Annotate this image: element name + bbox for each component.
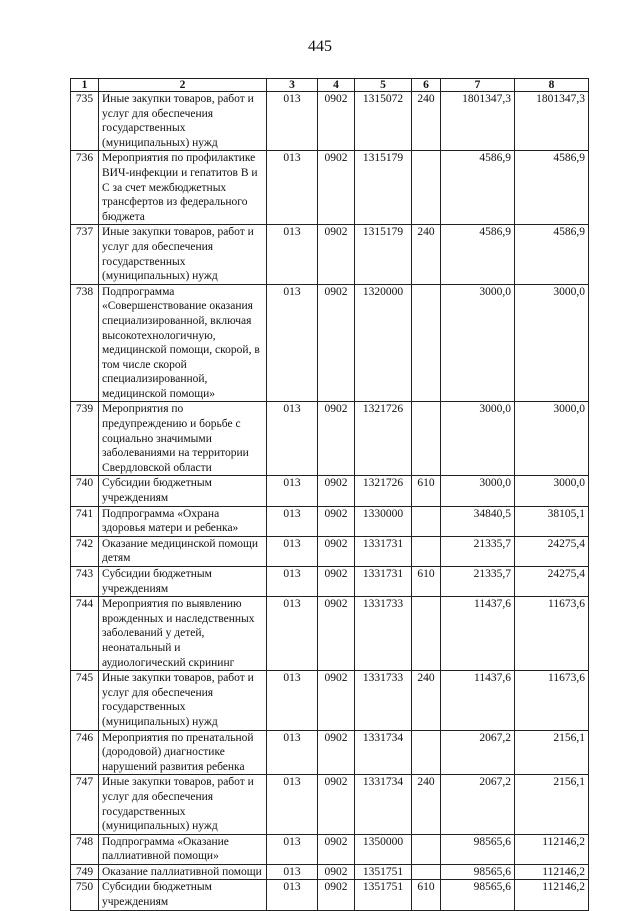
page-number: 445 bbox=[308, 38, 332, 55]
amount-year-1: 11437,6 bbox=[441, 671, 515, 730]
table-header-row bbox=[71, 79, 589, 92]
item-name: Субсидии бюджетным учреждениям bbox=[99, 880, 267, 910]
row-number: 735 bbox=[71, 92, 99, 151]
amount-year-2: 3000,0 bbox=[515, 402, 589, 476]
ministry-code: 013 bbox=[267, 284, 318, 402]
amount-year-1: 21335,7 bbox=[441, 536, 515, 566]
item-name: Субсидии бюджетным учреждениям bbox=[99, 567, 267, 597]
row-number: 747 bbox=[71, 775, 99, 834]
section-code: 0902 bbox=[318, 92, 355, 151]
target-article-code: 1331734 bbox=[355, 730, 412, 775]
row-number: 741 bbox=[71, 506, 99, 536]
section-code: 0902 bbox=[318, 775, 355, 834]
amount-year-2: 112146,2 bbox=[515, 834, 589, 864]
expense-type-code: 240 bbox=[412, 225, 441, 284]
table-row bbox=[71, 671, 589, 730]
column-header: 3 bbox=[267, 79, 318, 92]
table-row bbox=[71, 597, 589, 671]
row-number: 744 bbox=[71, 597, 99, 671]
column-header: 7 bbox=[441, 79, 515, 92]
ministry-code: 013 bbox=[267, 402, 318, 476]
ministry-code: 013 bbox=[267, 834, 318, 864]
item-name: Подпрограмма «Совершенствование оказания специализированной, включая высокотехнологичную, медицинской помощи, скорой, в том числе скорой специализированной, медицинской помощи» bbox=[99, 284, 267, 402]
table-row bbox=[71, 730, 589, 775]
table-row bbox=[71, 834, 589, 864]
amount-year-1: 21335,7 bbox=[441, 567, 515, 597]
ministry-code: 013 bbox=[267, 864, 318, 880]
amount-year-2: 38105,1 bbox=[515, 506, 589, 536]
amount-year-2: 24275,4 bbox=[515, 567, 589, 597]
target-article-code: 1320000 bbox=[355, 284, 412, 402]
item-name: Оказание медицинской помощи детям bbox=[99, 536, 267, 566]
amount-year-2: 2156,1 bbox=[515, 775, 589, 834]
amount-year-2: 24275,4 bbox=[515, 536, 589, 566]
target-article-code: 1331733 bbox=[355, 597, 412, 671]
item-name: Субсидии бюджетным учреждениям bbox=[99, 476, 267, 506]
row-number: 750 bbox=[71, 880, 99, 910]
target-article-code: 1315072 bbox=[355, 92, 412, 151]
amount-year-2: 4586,9 bbox=[515, 151, 589, 225]
amount-year-2: 11673,6 bbox=[515, 671, 589, 730]
amount-year-1: 11437,6 bbox=[441, 597, 515, 671]
amount-year-2: 112146,2 bbox=[515, 864, 589, 880]
section-code: 0902 bbox=[318, 506, 355, 536]
row-number: 749 bbox=[71, 864, 99, 880]
amount-year-2: 3000,0 bbox=[515, 284, 589, 402]
row-number: 740 bbox=[71, 476, 99, 506]
expense-type-code bbox=[412, 834, 441, 864]
expense-type-code: 240 bbox=[412, 775, 441, 834]
row-number: 745 bbox=[71, 671, 99, 730]
ministry-code: 013 bbox=[267, 671, 318, 730]
row-number: 737 bbox=[71, 225, 99, 284]
table-row bbox=[71, 536, 589, 566]
section-code: 0902 bbox=[318, 402, 355, 476]
expense-type-code bbox=[412, 284, 441, 402]
item-name: Мероприятия по предупреждению и борьбе с социально значимыми заболеваниями на территории Свердловской области bbox=[99, 402, 267, 476]
section-code: 0902 bbox=[318, 151, 355, 225]
expense-type-code bbox=[412, 151, 441, 225]
column-header: 4 bbox=[318, 79, 355, 92]
target-article-code: 1351751 bbox=[355, 880, 412, 910]
item-name: Иные закупки товаров, работ и услуг для обеспечения государственных (муниципальных) нужд bbox=[99, 775, 267, 834]
item-name: Мероприятия по профилактике ВИЧ-инфекции и гепатитов В и С за счет межбюджетных трансфертов из федерального бюджета bbox=[99, 151, 267, 225]
amount-year-1: 4586,9 bbox=[441, 151, 515, 225]
table-body bbox=[71, 92, 589, 911]
row-number: 748 bbox=[71, 834, 99, 864]
target-article-code: 1331731 bbox=[355, 536, 412, 566]
amount-year-1: 1801347,3 bbox=[441, 92, 515, 151]
expense-type-code bbox=[412, 536, 441, 566]
target-article-code: 1331733 bbox=[355, 671, 412, 730]
section-code: 0902 bbox=[318, 730, 355, 775]
target-article-code: 1350000 bbox=[355, 834, 412, 864]
expense-type-code bbox=[412, 730, 441, 775]
ministry-code: 013 bbox=[267, 92, 318, 151]
expense-type-code bbox=[412, 864, 441, 880]
amount-year-2: 3000,0 bbox=[515, 476, 589, 506]
amount-year-2: 112146,2 bbox=[515, 880, 589, 910]
amount-year-1: 3000,0 bbox=[441, 284, 515, 402]
item-name: Подпрограмма «Оказание паллиативной помощи» bbox=[99, 834, 267, 864]
column-header: 6 bbox=[412, 79, 441, 92]
item-name: Оказание паллиативной помощи bbox=[99, 864, 267, 880]
section-code: 0902 bbox=[318, 671, 355, 730]
table-row bbox=[71, 151, 589, 225]
ministry-code: 013 bbox=[267, 597, 318, 671]
amount-year-2: 1801347,3 bbox=[515, 92, 589, 151]
column-header: 5 bbox=[355, 79, 412, 92]
ministry-code: 013 bbox=[267, 775, 318, 834]
table-row bbox=[71, 225, 589, 284]
target-article-code: 1321726 bbox=[355, 402, 412, 476]
section-code: 0902 bbox=[318, 284, 355, 402]
target-article-code: 1351751 bbox=[355, 864, 412, 880]
row-number: 738 bbox=[71, 284, 99, 402]
expense-type-code bbox=[412, 597, 441, 671]
target-article-code: 1331731 bbox=[355, 567, 412, 597]
ministry-code: 013 bbox=[267, 476, 318, 506]
ministry-code: 013 bbox=[267, 880, 318, 910]
amount-year-1: 3000,0 bbox=[441, 476, 515, 506]
amount-year-2: 2156,1 bbox=[515, 730, 589, 775]
ministry-code: 013 bbox=[267, 730, 318, 775]
section-code: 0902 bbox=[318, 597, 355, 671]
expense-type-code: 240 bbox=[412, 671, 441, 730]
target-article-code: 1331734 bbox=[355, 775, 412, 834]
table-row bbox=[71, 880, 589, 910]
ministry-code: 013 bbox=[267, 506, 318, 536]
section-code: 0902 bbox=[318, 476, 355, 506]
item-name: Иные закупки товаров, работ и услуг для обеспечения государственных (муниципальных) нужд bbox=[99, 671, 267, 730]
amount-year-1: 98565,6 bbox=[441, 834, 515, 864]
table-row bbox=[71, 284, 589, 402]
item-name: Иные закупки товаров, работ и услуг для обеспечения государственных (муниципальных) нужд bbox=[99, 225, 267, 284]
item-name: Иные закупки товаров, работ и услуг для обеспечения государственных (муниципальных) нужд bbox=[99, 92, 267, 151]
row-number: 739 bbox=[71, 402, 99, 476]
expense-type-code: 610 bbox=[412, 880, 441, 910]
amount-year-2: 4586,9 bbox=[515, 225, 589, 284]
amount-year-1: 2067,2 bbox=[441, 730, 515, 775]
budget-table bbox=[70, 78, 589, 911]
ministry-code: 013 bbox=[267, 536, 318, 566]
amount-year-1: 34840,5 bbox=[441, 506, 515, 536]
column-header: 1 bbox=[71, 79, 99, 92]
amount-year-1: 3000,0 bbox=[441, 402, 515, 476]
ministry-code: 013 bbox=[267, 225, 318, 284]
amount-year-1: 2067,2 bbox=[441, 775, 515, 834]
table-row bbox=[71, 567, 589, 597]
table-row bbox=[71, 476, 589, 506]
ministry-code: 013 bbox=[267, 567, 318, 597]
expense-type-code bbox=[412, 402, 441, 476]
section-code: 0902 bbox=[318, 880, 355, 910]
column-header: 8 bbox=[515, 79, 589, 92]
item-name: Мероприятия по выявлению врожденных и наследственных заболеваний у детей, неонатальный и аудиологический скрининг bbox=[99, 597, 267, 671]
table-row bbox=[71, 864, 589, 880]
amount-year-2: 11673,6 bbox=[515, 597, 589, 671]
row-number: 746 bbox=[71, 730, 99, 775]
target-article-code: 1315179 bbox=[355, 151, 412, 225]
ministry-code: 013 bbox=[267, 151, 318, 225]
table-row bbox=[71, 506, 589, 536]
amount-year-1: 4586,9 bbox=[441, 225, 515, 284]
row-number: 743 bbox=[71, 567, 99, 597]
section-code: 0902 bbox=[318, 864, 355, 880]
section-code: 0902 bbox=[318, 834, 355, 864]
item-name: Мероприятия по пренатальной (дородовой) диагностике нарушений развития ребенка bbox=[99, 730, 267, 775]
table-row bbox=[71, 775, 589, 834]
row-number: 742 bbox=[71, 536, 99, 566]
table-row bbox=[71, 92, 589, 151]
expense-type-code: 610 bbox=[412, 476, 441, 506]
section-code: 0902 bbox=[318, 567, 355, 597]
expense-type-code: 240 bbox=[412, 92, 441, 151]
amount-year-1: 98565,6 bbox=[441, 880, 515, 910]
section-code: 0902 bbox=[318, 225, 355, 284]
section-code: 0902 bbox=[318, 536, 355, 566]
column-header: 2 bbox=[99, 79, 267, 92]
target-article-code: 1321726 bbox=[355, 476, 412, 506]
table-row bbox=[71, 402, 589, 476]
amount-year-1: 98565,6 bbox=[441, 864, 515, 880]
item-name: Подпрограмма «Охрана здоровья матери и ребенка» bbox=[99, 506, 267, 536]
expense-type-code: 610 bbox=[412, 567, 441, 597]
target-article-code: 1315179 bbox=[355, 225, 412, 284]
expense-type-code bbox=[412, 506, 441, 536]
row-number: 736 bbox=[71, 151, 99, 225]
target-article-code: 1330000 bbox=[355, 506, 412, 536]
